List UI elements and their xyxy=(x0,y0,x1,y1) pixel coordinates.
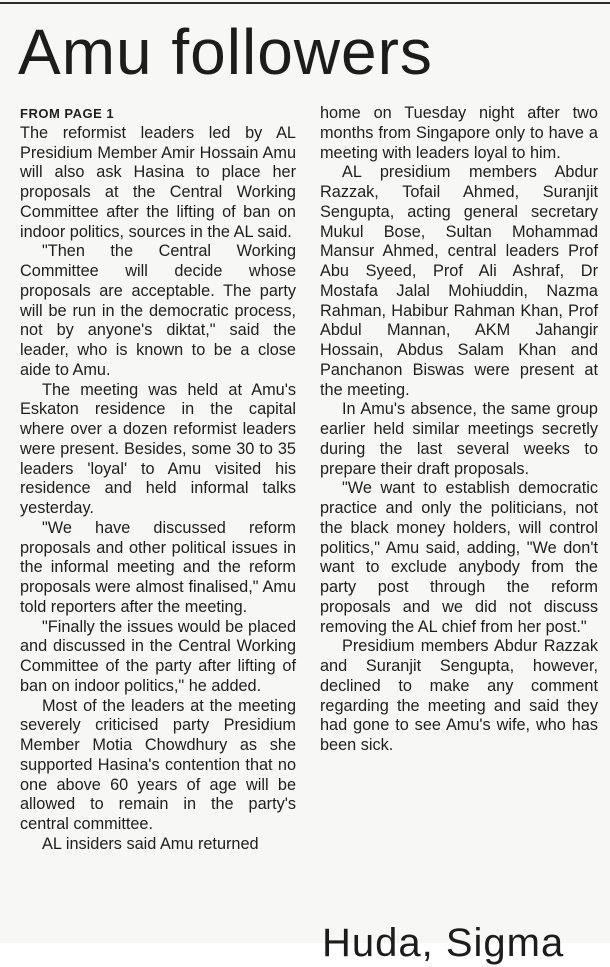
paragraph: "We have discussed reform proposals and other political issues in the informal meeting and the reform proposals were almost finalised," Amu told reporters after the meeting. xyxy=(20,518,296,616)
top-rule xyxy=(0,2,610,4)
paragraph: AL presidium members Abdur Razzak, Tofail Ahmed, Suranjit Sengupta, acting general secretary Mukul Bose, Sultan Mohammad Mansur Ahmed, central leaders Prof Abu Syeed, Prof Ali Ashraf, Dr Mostafa Jalal Mohiuddin, Nazma Rahman, Habibur Rahman Khan, Prof Abdul Mannan, AKM Jahangir Hossain, Abdus Salam Khan and Panchanon Biswas were present at the meeting. xyxy=(320,163,598,399)
paragraph: home on Tuesday night after two months from Singapore only to have a meeting with leaders loyal to him. xyxy=(320,104,598,162)
dateline: FROM PAGE 1 xyxy=(20,106,115,121)
paragraph: In Amu's absence, the same group earlier held similar meetings secretly during the last several weeks to prepare their draft proposals. xyxy=(320,400,598,478)
article-column-right xyxy=(320,104,598,756)
paragraph: AL insiders said Amu returned xyxy=(42,834,259,853)
paragraph: Presidium members Abdur Razzak and Suranjit Sengupta, however, declined to make any comment regarding the meeting and said they had gone to see Amu's wife, who has been sick. xyxy=(320,637,598,754)
paragraph: The reformist leaders led by AL Presidium Member Amir Hossain Amu will also ask Hasina to place her proposals at the Central Working Committee after the lifting of ban on indoor politics, sources in the AL said. xyxy=(20,123,296,241)
next-article-headline: Huda, Sigma xyxy=(322,921,565,965)
article-headline: Amu followers xyxy=(18,16,433,88)
paragraph: The meeting was held at Amu's Eskaton residence in the capital where over a dozen reformist leaders were present. Besides, some 30 to 35 leaders 'loyal' to Amu visited his residence and held informal talks yesterday. xyxy=(20,380,296,517)
paragraph: Most of the leaders at the meeting severely criticised party Presidium Member Motia Chowdhury as she supported Hasina's contention that no one above 60 years of age will be allowed to remain in the party's central committee. xyxy=(20,696,296,833)
article-column-left xyxy=(20,104,296,855)
paragraph: "Then the Central Working Committee will decide whose proposals are acceptable. The party will be run in the democratic process, not by anyone's diktat," said the leader, who is known to be a close aide to Amu. xyxy=(20,242,296,379)
paragraph: "We want to establish democratic practice and only the politicians, not the black money holders, will control politics," Amu said, adding, "We don't want to exclude anybody from the party post through the reform proposals and we did not discuss removing the AL chief from her post." xyxy=(320,479,598,636)
paragraph: "Finally the issues would be placed and discussed in the Central Working Committee of the party after lifting of ban on indoor politics," he added. xyxy=(20,617,296,695)
